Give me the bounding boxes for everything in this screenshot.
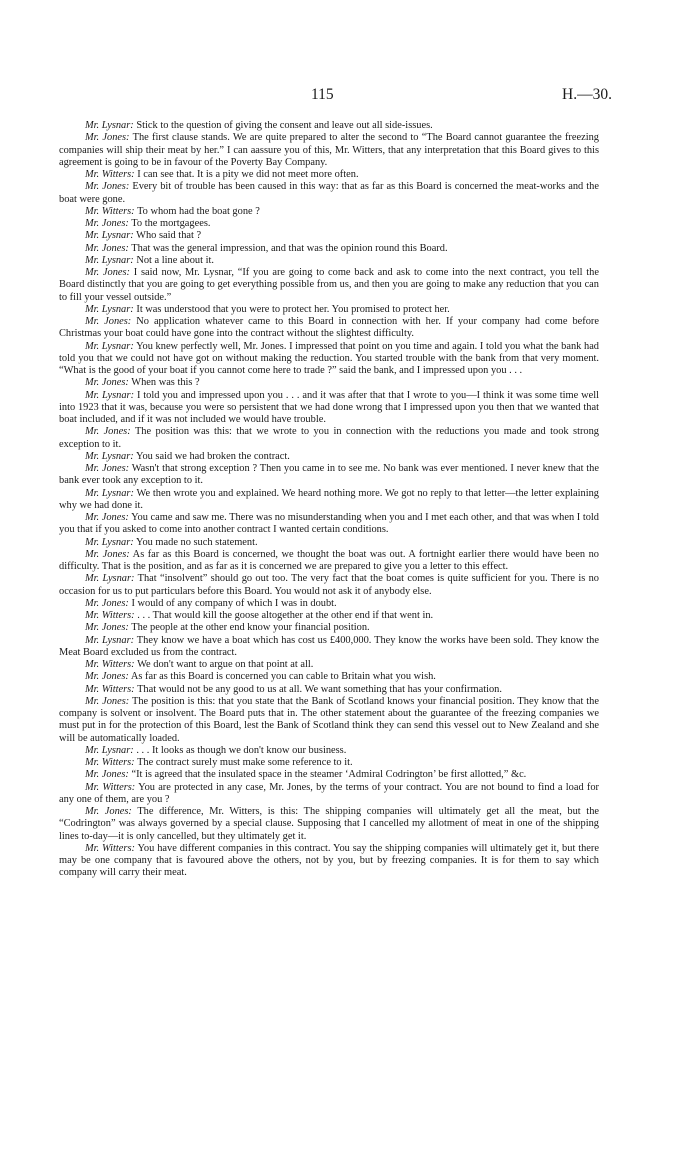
paragraph-text: I would of any company of which I was in doubt. <box>128 597 337 609</box>
speaker-name: Mr. Lysnar: <box>85 573 135 585</box>
paragraph-text: You made no such statement. <box>133 536 258 548</box>
speaker-name: Mr. Jones: <box>85 426 131 438</box>
page-number: 115 <box>311 86 334 103</box>
transcript-paragraph <box>59 696 599 745</box>
paragraph-text: . . . That would kill the goose altogether at the other end if that went in. <box>134 610 434 621</box>
transcript-paragraph <box>59 304 599 316</box>
speaker-name: Mr. Jones: <box>85 769 129 781</box>
transcript-paragraph <box>59 169 599 181</box>
transcript-paragraph <box>59 622 599 634</box>
transcript-paragraph <box>59 341 599 378</box>
transcript-paragraph <box>59 512 599 537</box>
transcript-paragraph <box>59 181 599 206</box>
paragraph-text: When was this ? <box>128 377 200 389</box>
transcript-paragraph <box>59 782 599 807</box>
transcript-paragraph <box>59 549 599 574</box>
paragraph-text: It was understood that you were to protect her. You promised to protect her. <box>133 303 450 315</box>
speaker-name: Mr. Jones: <box>85 316 132 327</box>
speaker-name: Mr. Witters: <box>85 205 135 217</box>
paragraph-text: The people at the other end know your financial position. <box>128 622 370 634</box>
speaker-name: Mr. Jones: <box>85 463 130 474</box>
speaker-name: Mr. Lysnar: <box>85 744 134 756</box>
transcript-paragraph <box>59 757 599 769</box>
transcript-paragraph <box>59 671 599 683</box>
paragraph-text: Not a line about it. <box>133 254 214 266</box>
speaker-name: Mr. Jones: <box>85 242 129 254</box>
speaker-name: Mr. Lysnar: <box>85 340 134 352</box>
paragraph-text: You said we had broken the contract. <box>133 450 290 462</box>
speaker-name: Mr. Witters: <box>85 781 136 793</box>
speaker-name: Mr. Witters: <box>85 610 135 621</box>
transcript-paragraph <box>59 243 599 255</box>
paragraph-text: That would not be any good to us at all. We want something that has your confirmation. <box>134 683 502 695</box>
transcript-paragraph <box>59 230 599 242</box>
transcript-paragraph <box>59 806 599 843</box>
speaker-name: Mr. Lysnar: <box>85 389 135 401</box>
speaker-name: Mr. Jones: <box>85 267 131 278</box>
transcript-body <box>59 120 599 880</box>
speaker-name: Mr. Witters: <box>85 842 135 854</box>
paragraph-text: Who said that ? <box>133 230 202 242</box>
speaker-name: Mr. Jones: <box>85 181 130 193</box>
transcript-paragraph <box>59 255 599 267</box>
paragraph-text: I told you and impressed upon you . . . and it was after that that I wrote to you—I think it was some time well into 1923 that it was, because you were so persistent that we had done wrong that I impressed upon you then that we wanted that boat included, and if it was not included we would have trouble. <box>59 389 599 425</box>
paragraph-text: The contract surely must make some reference to it. <box>134 757 353 768</box>
paragraph-text: As far as this Board is concerned you can cable to Britain what you wish. <box>128 671 436 683</box>
paragraph-text: I said now, Mr. Lysnar, “If you are going to come back and ask to come into the next contract, you tell the Board distinctly that you are going to get everything possible from us, and then you are going to make any reduction that you can to fill your vessel outside.” <box>59 267 599 303</box>
paragraph-text: Every bit of trouble has been caused in this way: that as far as this Board is concerned the meat-works and the boat were gone. <box>59 181 599 205</box>
transcript-paragraph <box>59 316 599 341</box>
speaker-name: Mr. Lysnar: <box>85 120 134 131</box>
paragraph-text: I can see that. It is a pity we did not meet more often. <box>134 169 359 180</box>
speaker-name: Mr. Witters: <box>85 757 135 768</box>
transcript-paragraph <box>59 610 599 622</box>
paragraph-text: The difference, Mr. Witters, is this: The shipping companies will ultimately get all the meat, but the “Codrington” was always governed by a special clause. Supposing that I cancelled my allotment of meat in one of the shipping lines to-day—it is only cancelled, but they ultimately get it. <box>59 806 599 842</box>
paragraph-text: To whom had the boat gone ? <box>134 205 260 217</box>
paragraph-text: The position was this: that we wrote to you in connection with the reductions you made and took strong exception to it. <box>59 426 599 450</box>
paragraph-text: We don't want to argue on that point at all. <box>134 659 314 670</box>
speaker-name: Mr. Lysnar: <box>85 230 134 242</box>
transcript-paragraph <box>59 684 599 696</box>
speaker-name: Mr. Witters: <box>85 169 135 180</box>
paragraph-text: Wasn't that strong exception ? Then you came in to see me. No bank was ever mentioned. I never knew that the bank ever took any exception to it. <box>59 463 599 487</box>
paragraph-text: That “insolvent” should go out too. The very fact that the boat comes is quite sufficient for you. There is no occasion for us to put particulars before this Board. You would not ask it of anybody else. <box>59 573 599 597</box>
paragraph-text: They know we have a boat which has cost us £400,000. They know the works have been sold. They know the Meat Board excluded us from the contract. <box>59 634 599 658</box>
transcript-paragraph <box>59 377 599 389</box>
speaker-name: Mr. Lysnar: <box>85 450 134 462</box>
transcript-paragraph <box>59 218 599 230</box>
transcript-paragraph <box>59 206 599 218</box>
speaker-name: Mr. Jones: <box>85 622 129 634</box>
transcript-paragraph <box>59 843 599 880</box>
transcript-paragraph <box>59 120 599 132</box>
paragraph-text: No application whatever came to this Board in connection with her. If your company had come before Christmas your boat could have gone into the contract without the slightest difficulty. <box>59 316 599 340</box>
transcript-paragraph <box>59 573 599 598</box>
transcript-paragraph <box>59 426 599 451</box>
transcript-paragraph <box>59 463 599 488</box>
speaker-name: Mr. Lysnar: <box>85 536 134 548</box>
transcript-paragraph <box>59 451 599 463</box>
paragraph-text: . . . It looks as though we don't know our business. <box>133 744 347 756</box>
speaker-name: Mr. Jones: <box>85 377 129 389</box>
transcript-paragraph <box>59 390 599 427</box>
paragraph-text: The first clause stands. We are quite prepared to alter the second to “The Board cannot guarantee the freezing companies will ship their meat by her.” I can aassure you of this, Mr. Witters, that any interpretation that this Board gives to this agreement is going to be in favour of the Poverty Bay Company. <box>59 132 599 168</box>
transcript-paragraph <box>59 635 599 660</box>
speaker-name: Mr. Jones: <box>85 132 130 144</box>
speaker-name: Mr. Jones: <box>85 671 129 683</box>
speaker-name: Mr. Lysnar: <box>85 254 134 266</box>
paragraph-text: You came and saw me. There was no misunderstanding when you and I met each other, and that was when I told you that if you asked to come into another contract I wanted certain conditions. <box>59 512 599 536</box>
paragraph-text: As far as this Board is concerned, we thought the boat was out. A fortnight earlier there would have been no difficulty. That is the position, and as far as it is concerned we are prepared to give you a letter to this effect. <box>59 548 599 572</box>
speaker-name: Mr. Witters: <box>85 683 135 695</box>
transcript-paragraph <box>59 488 599 513</box>
speaker-name: Mr. Jones: <box>85 548 130 560</box>
paragraph-text: That was the general impression, and that was the opinion round this Board. <box>128 242 448 254</box>
transcript-paragraph <box>59 769 599 781</box>
speaker-name: Mr. Witters: <box>85 659 135 670</box>
speaker-name: Mr. Jones: <box>85 695 130 707</box>
speaker-name: Mr. Lysnar: <box>85 487 134 499</box>
transcript-paragraph <box>59 132 599 169</box>
paragraph-text: You knew perfectly well, Mr. Jones. I impressed that point on you time and again. I told you what the bank had told you that we could not have got on without making the reduction. You started trouble with the bank from that very moment. “What is the good of your boat if you cannot come here to trade ?” said the bank, and I impressed upon you . . . <box>59 340 599 376</box>
speaker-name: Mr. Jones: <box>85 597 129 609</box>
speaker-name: Mr. Jones: <box>85 218 129 229</box>
page-header <box>0 86 700 106</box>
speaker-name: Mr. Lysnar: <box>85 303 134 315</box>
paragraph-text: You are protected in any case, Mr. Jones, by the terms of your contract. You are not bound to find a load for any one of them, are you ? <box>59 781 599 805</box>
speaker-name: Mr. Lysnar: <box>85 634 135 646</box>
speaker-name: Mr. Jones: <box>85 512 129 523</box>
document-reference: H.—30. <box>562 86 612 103</box>
paragraph-text: We then wrote you and explained. We heard nothing more. We got no reply to that letter—the letter explaining why we had done it. <box>59 487 599 511</box>
paragraph-text: To the mortgagees. <box>128 218 211 229</box>
speaker-name: Mr. Jones: <box>85 806 132 817</box>
transcript-paragraph <box>59 745 599 757</box>
transcript-paragraph <box>59 598 599 610</box>
transcript-paragraph <box>59 659 599 671</box>
transcript-paragraph <box>59 537 599 549</box>
paragraph-text: “It is agreed that the insulated space in the steamer ‘Admiral Codrington’ be first allotted,” &c. <box>128 769 527 781</box>
paragraph-text: Stick to the question of giving the consent and leave out all side-issues. <box>133 120 433 131</box>
paragraph-text: You have different companies in this contract. You say the shipping companies will ultimately get it, but there may be one company that is favoured above the others, not by you, but by freezing companies. It is for them to say which company will carry their meat. <box>59 842 599 879</box>
paragraph-text: The position is this: that you state that the Bank of Scotland knows your financial position. They know that the company is solvent or insolvent. The Board puts that in. The other statement about the guarantee of the freezing companies we must put in for the protection of this Board, lest the Bank of Scotland think they can send this vessel out to New Zealand and she will be automatically loaded. <box>59 695 599 744</box>
transcript-paragraph <box>59 267 599 304</box>
